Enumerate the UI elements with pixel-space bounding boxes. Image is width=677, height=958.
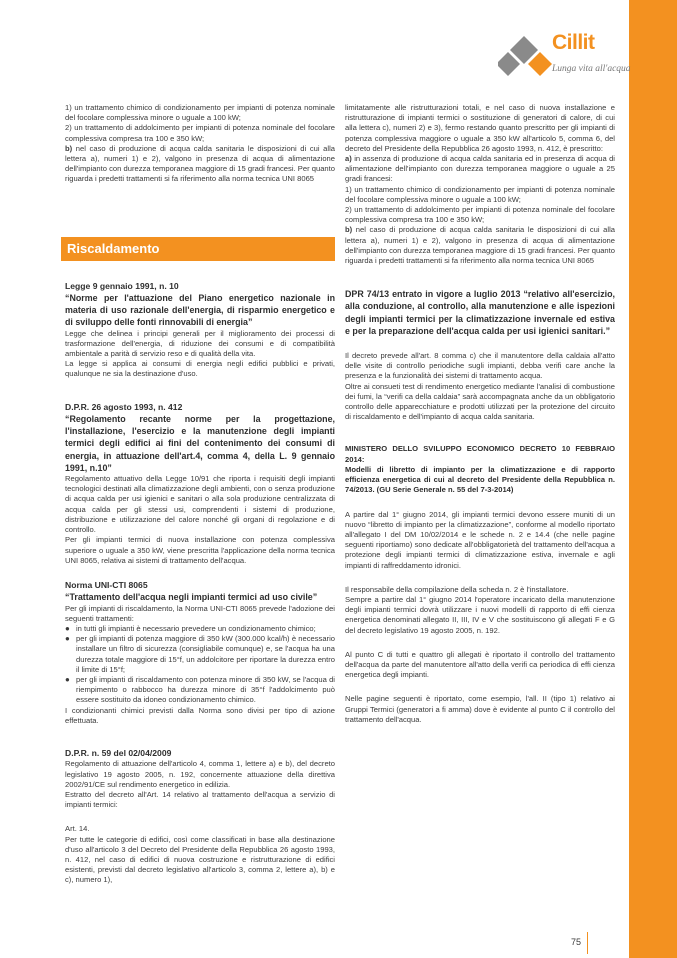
dpr74-body-1: Il decreto prevede all'art. 8 comma c) che il manutentore della caldaia all'atto delle visite di controllo periodiche sugli impianti, debba verifi care anche la presenza e la funzionalità dei sistemi di trattamento acqua. (345, 351, 615, 381)
ministero-subheading: Modelli di libretto di impianto per la climatizzazione e di rapporto efficienza energetica di cui al decreto del Presidente della Repubblica n. 74/2013. (GU Serie Generale n. 55 del 7-3-2014) (345, 464, 615, 495)
intro-item-1: 1) un trattamento chimico di condizionamento per impianti di potenza nominale del focolare complessiva minore o uguale a 100 kW; (65, 103, 335, 123)
intro-b-text: nel caso di produzione di acqua calda sanitaria le disposizioni di cui alla lettera a), numeri 1) e 2), valgono in presenza di acqua di alimentazione dell'impianto con durezza temporanea maggiore di 15 gradi francesi. Per quanto riguarda i predetti trattamenti si fa riferimento alla norma tecnica UNI 8065 (65, 143, 335, 184)
ministero-heading: MINISTERO DELLO SVILUPPO ECONOMICO DECRETO 10 FEBBRAIO 2014: (345, 444, 615, 464)
bullet-icon: ● (65, 634, 70, 644)
dpr412-body-2: Per gli impianti termici di nuova installazione con potenza complessiva superiore o uguale a 350 kW, viene prescritta l'applicazione della norma tecnica UNI 8065, relativa ai sistemi di trattamento dell'acqua. (65, 535, 335, 565)
right-item-a (345, 154, 615, 185)
right-column (345, 103, 615, 725)
left-column (65, 103, 335, 886)
uni-bullet-1-text: in tutti gli impianti è necessario prevedere un condizionamento chimico; (76, 623, 316, 633)
dpr59-body-1: Regolamento di attuazione dell'articolo 4, comma 1, lettere a) e b), del decreto legislativo 19 agosto 2005, n. 192, concernente attuazione della direttiva 2002/91/CE sul rendimento energetico in edilizia. (65, 759, 335, 789)
uni-heading: Norma UNI-CTI 8065 (65, 579, 148, 590)
legge-subheading: “Norme per l'attuazione del Piano energetico nazionale in materia di uso razionale dell'energia, di risparmio energetico e di sviluppo delle fonti rinnovabili di energia” (65, 293, 335, 328)
dpr59-art-label: Art. 14. (65, 824, 90, 834)
right-b-text: nel caso di produzione di acqua calda sanitaria le disposizioni di cui alla lettera a), numeri 1) e 2), valgono in presenza di acqua di alimentazione dell'impianto con durezza temporanea maggiore di 15 gradi francesi. Per quanto riguarda i predetti trattamenti si fa riferimento alla norma tecnica UNI 8065 (345, 225, 615, 266)
uni-bullet-3-text: per gli impianti di riscaldamento con potenza minore di 350 kW, se l'acqua di riempimento o rabbocco ha durezza minore di 35°f l'addolcimento può essere sostituito da idoneo condizionamento chimico. (76, 674, 335, 705)
intro-item-2: 2) un trattamento di addolcimento per impianti di potenza nominale del focolare complessiva compresa tra 100 e 350 kW; (65, 123, 335, 143)
uni-subheading: “Trattamento dell'acqua negli impianti termici ad uso civile” (65, 592, 318, 603)
right-item-b (345, 225, 615, 266)
uni-bullet-1 (65, 624, 335, 634)
page-number: 75 (571, 937, 582, 947)
dpr412-subheading: “Regolamento recante norme per la progettazione, l'installazione, l'esercizio e la manutenzione degli impianti termici degli edifici ai fini del contenimento dei consumi di energia, in attuazione dell'art.4, comma 4, della L. 9 gennaio 1991, n.10” (65, 414, 335, 473)
ministero-body-5: Nelle pagine seguenti è riportato, come esempio, l'all. II (tipo 1) relativo ai Gruppi Termici (generatori a fi amma) dove è evidente al punto C il controllo del trattamento dell'acqua. (345, 694, 615, 724)
dpr59-heading: D.P.R. n. 59 del 02/04/2009 (65, 747, 172, 758)
ministero-body-3: Sempre a partire dal 1° giugno 2014 l'operatore incaricato della manutenzione degli impianti termici dovrà utilizzare i nuovi modelli di rapporto di effi cienza energetica denominati allegato II, III, IV e V che sostituiscono gli allegati F e G del decreto legislativo 19 agosto 2005, n. 192. (345, 594, 615, 635)
intro-item-b (65, 144, 335, 185)
dpr412-heading: D.P.R. 26 agosto 1993, n. 412 (65, 401, 183, 412)
brand-tagline: Lunga vita all'acqua (552, 64, 631, 74)
uni-bullet-2 (65, 634, 335, 675)
dpr74-heading: DPR 74/13 entrato in vigore a luglio 2013 “relativo all'esercizio, alla conduzione, al controllo, alla manutenzione e alle ispezioni degli impianti termici per la climatizzazione invernale ed estiva e per la preparazione dell'acqua calda per usi igienici sanitari.” (345, 289, 615, 336)
ministero-body-2: Il responsabile della compilazione della scheda n. 2 è l'installatore. (345, 584, 569, 594)
section-title-riscaldamento: Riscaldamento (61, 237, 335, 261)
page-number-rule (587, 932, 588, 954)
dpr412-body-1: Regolamento attuativo della Legge 10/91 che riporta i requisiti degli impianti tecnologici destinati alla climatizzazione degli ambienti, con o senza produzione di acqua calda per usi igienici e sanitari o alla sola produzione centralizzata di acqua calda per gli stessi usi, comprendenti i sistemi di produzione, distribuzione e utilizzazione del calore nonché gli organi di regolazione e di controllo. (65, 474, 335, 535)
legge-body-1: Legge che delinea i principi generali per il miglioramento dei processi di trasformazione dell'energia, di riduzione dei consumi e di compatibilità ambientale a parità di servizio reso e di qualità della vita. (65, 328, 335, 359)
bullet-icon: ● (65, 623, 70, 633)
intro-b-label: b) (65, 143, 73, 153)
continuation-text: limitatamente alle ristrutturazioni totali, e nel caso di nuova installazione e ristrutturazione di impianti termici o sostituzione di generatori di calore, di cui alla lettera c), numeri 2) e 3), fermo restando quanto prescritto per gli impianti di potenza complessiva maggiore o uguale a 350 kW all'articolo 5, comma 6, del decreto del Presidente della Repubblica 26 agosto 1993, n. 412, è prescritto: (345, 103, 615, 153)
right-list-1: 1) un trattamento chimico di condizionamento per impianti di potenza nominale del focolare complessiva minore o uguale a 100 kW; (345, 184, 615, 204)
legge-heading: Legge 9 gennaio 1991, n. 10 (65, 280, 179, 291)
right-a-text: in assenza di produzione di acqua calda sanitaria ed in presenza di acqua di alimentazione dell'impianto con durezza temporanea maggiore o uguale a 25 gradi francesi: (345, 154, 615, 184)
right-list-2: 2) un trattamento di addolcimento per impianti di potenza nominale del focolare complessiva compresa tra 100 e 350 kW; (345, 205, 615, 225)
ministero-body-1: A partire dal 1° giugno 2014, gli impianti termici devono essere muniti di un nuovo “libretto di impianto per la climatizzazione”, conforme al modello riportato all'allegato I del DM 10/02/2014 e le schede n. 2 e 14.4 (che nelle pagine seguenti riportiamo) sono dedicate all'obbligatorietà del trattamento dell'acqua a protezione degli impianti termici di climatizzazione estiva, invernale e agli impianti di raffreddamento idronici. (345, 509, 615, 570)
uni-bullet-3 (65, 675, 335, 706)
brand-name: Cillit (552, 31, 595, 54)
right-a-label: a) (345, 154, 352, 164)
dpr74-body-2: Oltre ai consueti test di rendimento energetico mediante l'analisi di combustione dei fumi, la “verifi ca della caldaia” sarà accompagnata anche da un obbligatorio controllo delle apparecchiature e prodotti utilizzati per la protezione del circuito di riscaldamento e dell'impianto di acqua calda sanitaria. (345, 381, 615, 422)
legge-body-2: La legge si applica ai consumi di energia negli edifici pubblici e privati, qualunque ne sia la destinazione d'uso. (65, 359, 335, 379)
right-b-label: b) (345, 225, 353, 235)
uni-intro: Per gli impianti di riscaldamento, la Norma UNI-CTI 8065 prevede l'adozione dei seguenti trattamenti: (65, 603, 335, 623)
uni-closing: I condizionanti chimici previsti dalla Norma sono divisi per tipo di azione effettuata. (65, 705, 335, 725)
dpr59-art-text: Per tutte le categorie di edifici, così come classificati in base alla destinazione d'uso all'articolo 3 del Decreto del Presidente della Repubblica 26 agosto 1993, n. 412, nel caso di edifici di nuova costruzione e ristrutturazione di edifici esistenti, previsti dal decreto legislativo all'articolo 3, comma 2, lettere a), b) e c), numero 1), (65, 834, 335, 885)
orange-side-band (629, 0, 677, 958)
bullet-icon: ● (65, 674, 70, 684)
dpr59-body-2: Estratto del decreto all'Art. 14 relativo al trattamento dell'acqua a servizio di impianti termici: (65, 789, 335, 810)
uni-bullet-2-text: per gli impianti di potenza maggiore di 350 kW (300.000 kcal/h) è necessario installare un filtro di sicurezza (consigliabile comunque) e, se l'acqua ha una durezza totale maggiore di 15°f, un addolcitore per riportare la durezza entro il limite di 15°f; (76, 634, 335, 674)
ministero-body-4: Al punto C di tutti e quattro gli allegati è riportato il controllo del trattamento dell'acqua da parte del manutentore all'atto della verifi ca periodica di effi cienza energetica degli impianti. (345, 649, 615, 680)
